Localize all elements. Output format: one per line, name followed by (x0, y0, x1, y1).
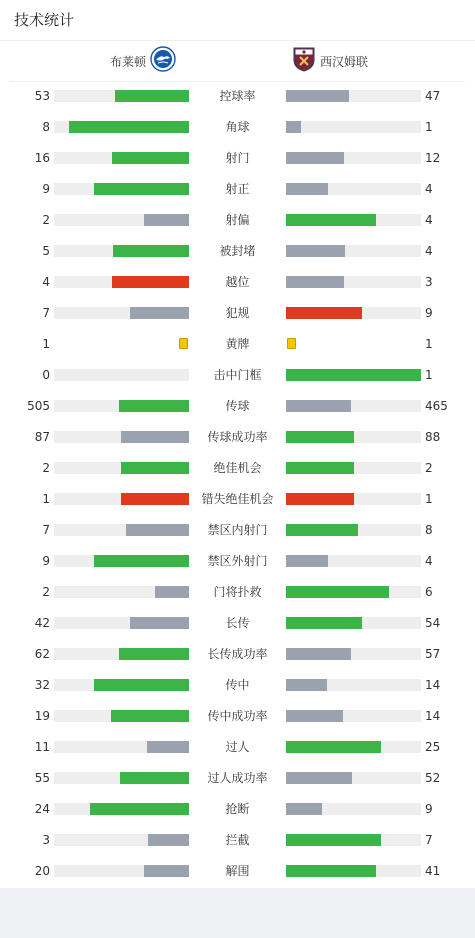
stat-label: 传球 (225, 399, 250, 413)
stat-label: 拦截 (225, 833, 250, 847)
stat-label: 射门 (225, 151, 250, 165)
home-bar-track (54, 524, 189, 536)
stat-label: 射偏 (225, 213, 250, 227)
stat-label: 击中门框 (213, 368, 262, 382)
away-bar-track (286, 834, 421, 846)
home-stat-value: 87 (34, 430, 50, 444)
away-stat-value: 3 (425, 275, 433, 289)
away-stat-value: 8 (425, 523, 433, 537)
stat-row (0, 267, 475, 298)
home-bar-fill (112, 276, 189, 288)
away-bar-track (286, 90, 421, 102)
away-bar-fill (286, 431, 354, 443)
stat-label: 长传 (225, 616, 250, 630)
away-bar-track (286, 493, 421, 505)
home-bar-track (54, 803, 189, 815)
stat-label: 传球成功率 (207, 430, 268, 444)
stat-label: 抢断 (225, 802, 250, 816)
home-stat-value: 1 (42, 492, 50, 506)
away-bar-track (286, 431, 421, 443)
title-divider (0, 40, 475, 41)
section-title: 技术统计 (14, 11, 75, 29)
away-stat-value: 47 (425, 89, 441, 103)
stat-label: 被封堵 (219, 244, 256, 258)
stat-label: 长传成功率 (207, 647, 268, 661)
home-bar-track (54, 648, 189, 660)
away-team-header[interactable] (292, 47, 368, 75)
home-stat-value: 20 (34, 864, 50, 878)
stat-row (0, 577, 475, 608)
home-stat-value: 2 (42, 213, 50, 227)
away-stat-value: 4 (425, 213, 433, 227)
away-bar-fill (286, 524, 358, 536)
home-stat-value: 1 (42, 337, 50, 351)
home-bar-track (54, 400, 189, 412)
home-bar-track (54, 369, 189, 381)
away-bar-track (286, 648, 421, 660)
west-ham-crest-icon (292, 46, 316, 76)
home-bar-track (54, 214, 189, 226)
home-stat-value: 11 (34, 740, 50, 754)
away-yellow-card-icon (287, 338, 296, 349)
away-bar-track (286, 307, 421, 319)
stat-label: 传中成功率 (207, 709, 268, 723)
away-bar-fill (286, 369, 421, 381)
away-bar-track (286, 741, 421, 753)
away-stat-value: 41 (425, 864, 441, 878)
home-bar-fill (144, 865, 189, 877)
away-bar-fill (286, 214, 376, 226)
home-bar-track (54, 617, 189, 629)
away-bar-fill (286, 462, 354, 474)
home-bar-fill (126, 524, 189, 536)
away-bar-track (286, 586, 421, 598)
home-stat-value: 7 (42, 306, 50, 320)
home-bar-track (54, 493, 189, 505)
away-bar-track (286, 276, 421, 288)
stat-row (0, 205, 475, 236)
home-stat-value: 42 (34, 616, 50, 630)
home-bar-fill (111, 710, 189, 722)
home-bar-track (54, 183, 189, 195)
away-stat-value: 25 (425, 740, 441, 754)
away-bar-track (286, 245, 421, 257)
away-bar-fill (286, 400, 351, 412)
away-bar-track (286, 772, 421, 784)
away-bar-fill (286, 772, 352, 784)
away-bar-track (286, 121, 421, 133)
away-stat-value: 1 (425, 337, 433, 351)
away-stat-value: 1 (425, 120, 433, 134)
home-stat-value: 53 (34, 89, 50, 103)
home-bar-fill (94, 555, 189, 567)
away-bar-track (286, 865, 421, 877)
home-bar-track (54, 90, 189, 102)
stat-label: 角球 (225, 120, 250, 134)
home-bar-track (54, 586, 189, 598)
stat-row (0, 298, 475, 329)
home-bar-fill (119, 400, 189, 412)
stat-row (0, 763, 475, 794)
stat-row (0, 112, 475, 143)
stat-row (0, 236, 475, 267)
away-bar-track (286, 803, 421, 815)
home-bar-track (54, 245, 189, 257)
home-bar-track (54, 555, 189, 567)
home-stat-value: 505 (27, 399, 50, 413)
away-stat-value: 57 (425, 647, 441, 661)
home-stat-value: 16 (34, 151, 50, 165)
stat-row (0, 484, 475, 515)
stat-row (0, 825, 475, 856)
stat-label: 越位 (225, 275, 250, 289)
away-bar-track (286, 183, 421, 195)
stat-row (0, 422, 475, 453)
home-bar-fill (130, 307, 189, 319)
home-bar-fill (121, 462, 189, 474)
home-bar-fill (155, 586, 189, 598)
home-bar-track (54, 772, 189, 784)
stat-row (0, 546, 475, 577)
home-bar-fill (115, 90, 189, 102)
away-stat-value: 12 (425, 151, 441, 165)
away-bar-fill (286, 245, 345, 257)
home-bar-fill (148, 834, 189, 846)
stat-row (0, 174, 475, 205)
home-yellow-card-icon (179, 338, 188, 349)
home-bar-track (54, 152, 189, 164)
stat-row (0, 453, 475, 484)
away-bar-fill (286, 679, 327, 691)
away-stat-value: 1 (425, 368, 433, 382)
home-bar-fill (90, 803, 189, 815)
stat-row (0, 732, 475, 763)
away-stat-value: 4 (425, 182, 433, 196)
away-stat-value: 7 (425, 833, 433, 847)
away-bar-fill (286, 183, 328, 195)
stat-row (0, 794, 475, 825)
stat-row (0, 360, 475, 391)
away-bar-track (286, 152, 421, 164)
away-bar-fill (286, 834, 381, 846)
away-bar-fill (286, 152, 344, 164)
away-bar-track (286, 617, 421, 629)
stat-label: 射正 (225, 182, 250, 196)
away-bar-fill (286, 648, 351, 660)
home-bar-fill (120, 772, 189, 784)
away-bar-track (286, 679, 421, 691)
stat-row (0, 670, 475, 701)
away-stat-value: 14 (425, 678, 441, 692)
home-bar-fill (94, 679, 189, 691)
stat-label: 绝佳机会 (213, 461, 262, 475)
home-bar-track (54, 834, 189, 846)
away-bar-fill (286, 803, 322, 815)
home-bar-fill (144, 214, 189, 226)
home-bar-fill (147, 741, 189, 753)
away-stat-value: 465 (425, 399, 448, 413)
away-stat-value: 9 (425, 306, 433, 320)
home-bar-track (54, 679, 189, 691)
away-bar-track (286, 710, 421, 722)
home-stat-value: 7 (42, 523, 50, 537)
home-bar-track (54, 865, 189, 877)
home-bar-fill (119, 648, 189, 660)
away-bar-fill (286, 90, 349, 102)
home-bar-fill (113, 245, 189, 257)
away-stat-value: 4 (425, 554, 433, 568)
home-bar-fill (69, 121, 189, 133)
stat-label: 禁区外射门 (207, 554, 268, 568)
away-stat-value: 14 (425, 709, 441, 723)
stat-row (0, 856, 475, 887)
home-bar-fill (94, 183, 189, 195)
away-bar-fill (286, 617, 362, 629)
home-stat-value: 3 (42, 833, 50, 847)
away-stat-value: 52 (425, 771, 441, 785)
away-stat-value: 9 (425, 802, 433, 816)
home-stat-value: 8 (42, 120, 50, 134)
home-bar-fill (121, 493, 189, 505)
home-stat-value: 24 (34, 802, 50, 816)
away-bar-fill (286, 586, 389, 598)
home-stat-value: 55 (34, 771, 50, 785)
stat-row (0, 143, 475, 174)
stat-label: 控球率 (219, 89, 256, 103)
home-stat-value: 2 (42, 585, 50, 599)
home-team-name: 布莱顿 (110, 54, 147, 69)
home-bar-track (54, 276, 189, 288)
away-bar-fill (286, 741, 381, 753)
home-stat-value: 9 (42, 554, 50, 568)
away-bar-track (286, 369, 421, 381)
away-bar-track (286, 462, 421, 474)
home-stat-value: 5 (42, 244, 50, 258)
stat-row (0, 608, 475, 639)
stat-label: 传中 (225, 678, 250, 692)
away-bar-track (286, 555, 421, 567)
stat-row (0, 81, 475, 112)
home-bar-fill (130, 617, 189, 629)
away-stat-value: 6 (425, 585, 433, 599)
home-bar-track (54, 741, 189, 753)
home-stat-value: 9 (42, 182, 50, 196)
home-stat-value: 32 (34, 678, 50, 692)
away-bar-track (286, 400, 421, 412)
home-bar-track (54, 431, 189, 443)
home-bar-track (54, 307, 189, 319)
home-stat-value: 19 (34, 709, 50, 723)
stat-row (0, 701, 475, 732)
stat-label: 过人 (225, 740, 250, 754)
away-bar-fill (286, 276, 344, 288)
home-team-header[interactable] (110, 47, 176, 75)
away-bar-fill (286, 710, 343, 722)
away-bar-fill (286, 307, 362, 319)
away-stat-value: 54 (425, 616, 441, 630)
brighton-crest-icon (150, 46, 176, 76)
away-bar-track (286, 214, 421, 226)
away-bar-fill (286, 493, 354, 505)
home-stat-value: 4 (42, 275, 50, 289)
away-stat-value: 1 (425, 492, 433, 506)
home-stat-value: 0 (42, 368, 50, 382)
away-bar-fill (286, 555, 328, 567)
away-bar-track (286, 524, 421, 536)
stat-row (0, 515, 475, 546)
home-bar-track (54, 121, 189, 133)
away-stat-value: 4 (425, 244, 433, 258)
home-bar-fill (112, 152, 189, 164)
away-stat-value: 2 (425, 461, 433, 475)
home-bar-track (54, 710, 189, 722)
stat-label: 解围 (225, 864, 250, 878)
stat-row (0, 329, 475, 360)
away-stat-value: 88 (425, 430, 441, 444)
stat-label: 过人成功率 (207, 771, 268, 785)
home-stat-value: 62 (34, 647, 50, 661)
stat-label: 犯规 (225, 306, 250, 320)
stat-row (0, 391, 475, 422)
away-bar-fill (286, 121, 301, 133)
away-bar-fill (286, 865, 376, 877)
stat-label: 禁区内射门 (207, 523, 268, 537)
home-bar-fill (121, 431, 189, 443)
stat-row (0, 639, 475, 670)
home-bar-track (54, 462, 189, 474)
stat-label: 门将扑救 (213, 585, 262, 599)
stat-label: 错失绝佳机会 (201, 492, 274, 506)
stat-label: 黄牌 (225, 337, 250, 351)
home-stat-value: 2 (42, 461, 50, 475)
away-team-name: 西汉姆联 (320, 54, 369, 69)
